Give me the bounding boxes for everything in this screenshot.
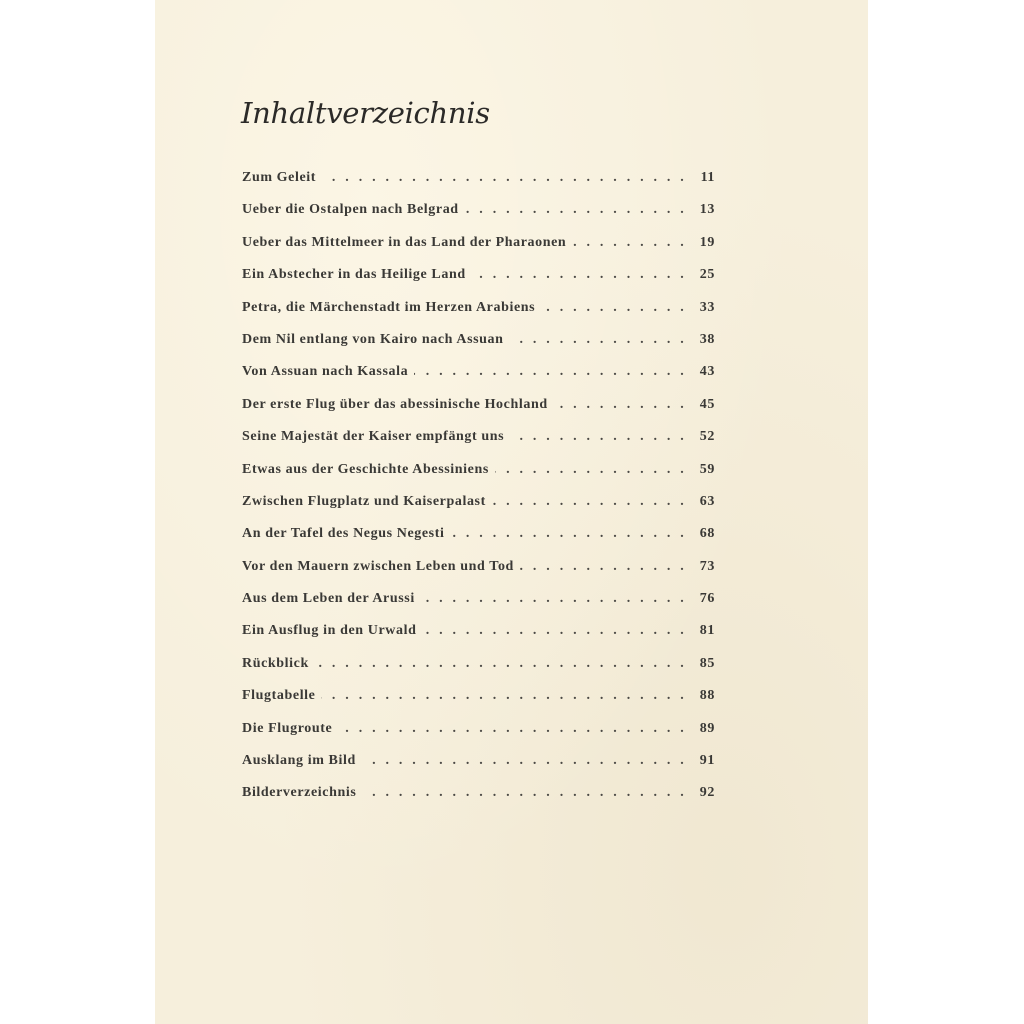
toc-entry — [242, 300, 715, 332]
toc-entry-title: An der Tafel des Negus Negesti — [242, 526, 445, 542]
leader-dots — [338, 721, 687, 737]
leader-dots — [520, 559, 687, 575]
toc-entry-page: 59 — [699, 461, 715, 477]
toc-entry-page: 13 — [699, 202, 715, 218]
toc-entry — [242, 753, 715, 785]
leader-dots — [465, 202, 687, 218]
toc-entry-title: Rückblick — [242, 655, 309, 671]
leader-dots — [541, 300, 687, 316]
toc-entry — [242, 688, 715, 720]
leader-dots — [472, 267, 687, 283]
toc-entry-page: 76 — [699, 591, 715, 607]
toc-entry-page: 52 — [699, 429, 715, 445]
leader-dots — [421, 591, 687, 607]
leader-dots — [492, 494, 687, 510]
toc-entry-title: Ein Ausflug in den Urwald — [242, 623, 417, 639]
toc-entry-page: 92 — [699, 785, 715, 801]
toc-entry — [242, 526, 715, 558]
toc-entry — [242, 591, 715, 623]
toc-entry-title: Ein Abstecher in das Heilige Land — [242, 267, 466, 283]
toc-entry-page: 88 — [699, 688, 715, 704]
toc-entry — [242, 202, 715, 234]
toc-entry-page: 25 — [699, 267, 715, 283]
toc-entry-title: Vor den Mauern zwischen Leben und Tod — [242, 558, 514, 574]
toc-entry-title: Zum Geleit — [242, 170, 317, 185]
toc-entry — [242, 267, 715, 299]
toc-entry-page: 33 — [699, 299, 715, 315]
toc-entry-title: Ueber das Mittelmeer in das Land der Pharaonen — [242, 234, 567, 250]
toc-entry-page: 45 — [699, 396, 715, 412]
toc-entry — [242, 559, 715, 591]
leader-dots — [450, 526, 687, 542]
leader-dots — [510, 429, 687, 445]
toc-entry — [242, 332, 715, 364]
page-title: Inhaltverzeichnis — [241, 96, 490, 130]
leader-dots — [510, 332, 687, 348]
leader-dots — [414, 364, 687, 380]
leader-dots — [315, 656, 687, 672]
table-of-contents — [242, 170, 715, 818]
toc-entry — [242, 429, 715, 461]
toc-entry-title: Ueber die Ostalpen nach Belgrad — [242, 202, 459, 218]
toc-entry — [242, 656, 715, 688]
toc-entry — [242, 397, 715, 429]
book-page — [155, 0, 868, 1024]
toc-entry — [242, 494, 715, 526]
toc-entry — [242, 235, 715, 267]
leader-dots — [423, 623, 688, 639]
toc-entry-title: Flugtabelle — [242, 688, 316, 704]
toc-entry — [242, 170, 715, 202]
toc-entry-page: 38 — [699, 331, 715, 347]
toc-entry-title: Seine Majestät der Kaiser empfängt uns — [242, 429, 505, 445]
leader-dots — [554, 397, 687, 413]
toc-entry-title: Zwischen Flugplatz und Kaiserpalast — [242, 493, 486, 509]
toc-entry — [242, 721, 715, 753]
toc-entry-title: Der erste Flug über das abessinische Hochland — [242, 396, 548, 412]
toc-entry-page: 91 — [699, 753, 715, 769]
leader-dots — [495, 462, 687, 478]
leader-dots — [362, 753, 687, 769]
leader-dots — [362, 785, 687, 801]
toc-entry-page: 11 — [700, 170, 715, 185]
toc-entry — [242, 785, 715, 817]
toc-entry-title: Etwas aus der Geschichte Abessiniens — [242, 461, 489, 477]
toc-entry-title: Aus dem Leben der Arussi — [242, 591, 415, 607]
toc-entry-page: 85 — [699, 655, 715, 671]
toc-entry-page: 89 — [699, 720, 715, 736]
leader-dots — [322, 170, 687, 186]
toc-entry-page: 19 — [699, 234, 715, 250]
toc-entry-page: 43 — [699, 364, 715, 380]
leader-dots — [321, 688, 687, 704]
toc-entry-page: 68 — [699, 526, 715, 542]
toc-entry-title: Ausklang im Bild — [242, 753, 356, 769]
toc-entry — [242, 462, 715, 494]
toc-entry-title: Dem Nil entlang von Kairo nach Assuan — [242, 331, 504, 347]
toc-entry-page: 63 — [699, 493, 715, 509]
toc-entry-title: Von Assuan nach Kassala — [242, 364, 409, 380]
toc-entry-title: Petra, die Märchenstadt im Herzen Arabiens — [242, 299, 536, 315]
toc-entry — [242, 364, 715, 396]
toc-entry — [242, 623, 715, 655]
toc-entry-page: 81 — [699, 623, 715, 639]
toc-entry-title: Die Flugroute — [242, 720, 333, 736]
toc-entry-page: 73 — [699, 558, 715, 574]
toc-entry-title: Bilderverzeichnis — [242, 785, 357, 801]
leader-dots — [572, 235, 687, 251]
